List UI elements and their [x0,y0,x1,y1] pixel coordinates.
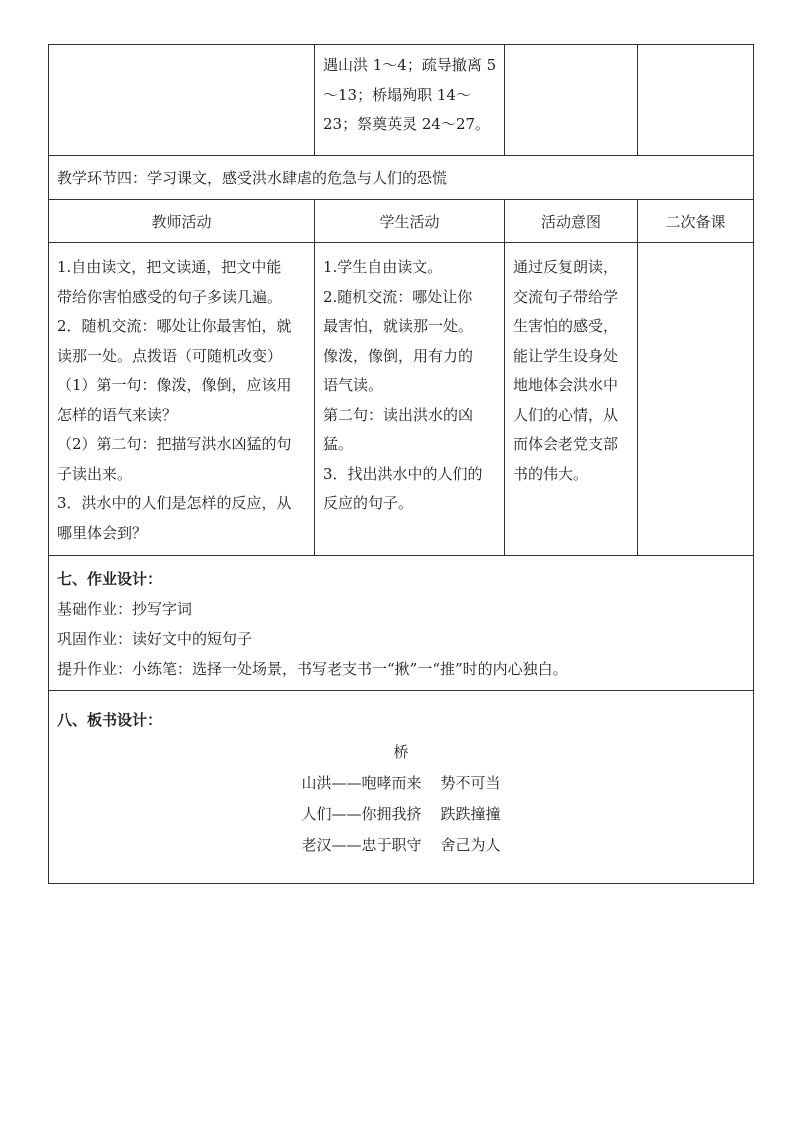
board-row [49,691,754,884]
student-cell-structure [315,45,505,156]
section4-row [49,156,754,200]
text-line: 地地体会洪水中 [513,376,619,394]
second-prep-cell-empty [638,45,754,156]
text-line: 哪里体会到？ [57,523,148,542]
text-line: 生害怕的感受， [513,317,619,335]
student-activity-cell [315,243,505,556]
homework-line: 提升作业：小练笔：选择一处场景，书写老支书一“揪”一“推”时的内心独白。 [57,660,568,678]
homework-line: 巩固作业：读好文中的短句子 [57,630,253,648]
intent-cell [505,243,638,556]
board-heading: 桥 [393,743,409,761]
homework-title: 七、作业设计： [57,570,163,588]
text-line: 交流句子带给学 [513,287,619,306]
second-prep-cell [638,243,754,556]
header-second: 二次备课 [638,200,754,243]
text-line: 遇山洪 1～4；疏导撤离 5 [323,56,497,74]
text-line: 第二句：读出洪水的凶 [323,405,474,424]
text-line: 1.学生自由读文。 [323,258,443,276]
text-line: 最害怕，就读那一处。 [323,317,474,335]
homework-row [49,556,754,691]
lesson-plan-page [48,44,753,884]
header-row [49,200,754,243]
text-line: 子读出来。 [57,464,133,483]
text-line: 带给你害怕感受的句子多读几遍。 [57,287,283,306]
section4-title: 教学环节四：学习课文，感受洪水肆虐的危急与人们的恐慌 [57,169,448,187]
activities-row [49,243,754,556]
text-line: 书的伟大。 [513,464,589,483]
homework-line: 基础作业：抄写字词 [57,600,193,618]
header-teacher: 教师活动 [49,200,315,243]
board-cell [49,691,754,884]
text-line: 1.自由读文，把文读通，把文中能 [57,258,282,276]
text-line: 人们的心情，从 [513,405,619,424]
text-line: 通过反复朗读， [513,258,619,276]
text-line: （2）第二句：把描写洪水凶猛的句 [57,435,292,453]
continuation-row [49,45,754,156]
board-line: 山洪——咆哮而来 势不可当 [301,774,501,792]
board-line: 老汉——忠于职守 舍己为人 [301,836,501,854]
text-line: ～13；桥塌殉职 14～ [323,85,471,104]
text-line: 怎样的语气来读？ [57,405,178,424]
board-title: 八、板书设计： [57,711,163,729]
intent-cell-empty [505,45,638,156]
text-line: 能让学生设身处 [513,346,619,365]
text-line: （1）第一句：像泼，像倒，应该用 [57,376,292,394]
text-line: 语气读。 [323,376,384,394]
header-intent: 活动意图 [505,200,638,243]
header-student: 学生活动 [315,200,505,243]
text-line: 反应的句子。 [323,494,414,512]
text-line: 3．找出洪水中的人们的 [323,464,483,483]
teacher-activity-cell [49,243,315,556]
text-line: 23；祭奠英灵 24～27。 [323,115,491,133]
text-line: 读那一处。点拨语（可随机改变） [57,346,283,365]
board-line: 人们——你拥我挤 跌跌撞撞 [301,805,501,823]
board-content [57,735,745,861]
text-line: 2.随机交流：哪处让你 [323,287,473,306]
text-line: 2．随机交流：哪处让你最害怕，就 [57,317,292,335]
lesson-plan-table [48,44,754,884]
text-line: 像泼，像倒，用有力的 [323,346,474,365]
text-line: 而体会老党支部 [513,435,619,453]
text-line: 猛。 [323,435,354,453]
teacher-cell-empty [49,45,315,156]
text-line: 3．洪水中的人们是怎样的反应，从 [57,494,292,512]
homework-cell [49,556,754,691]
